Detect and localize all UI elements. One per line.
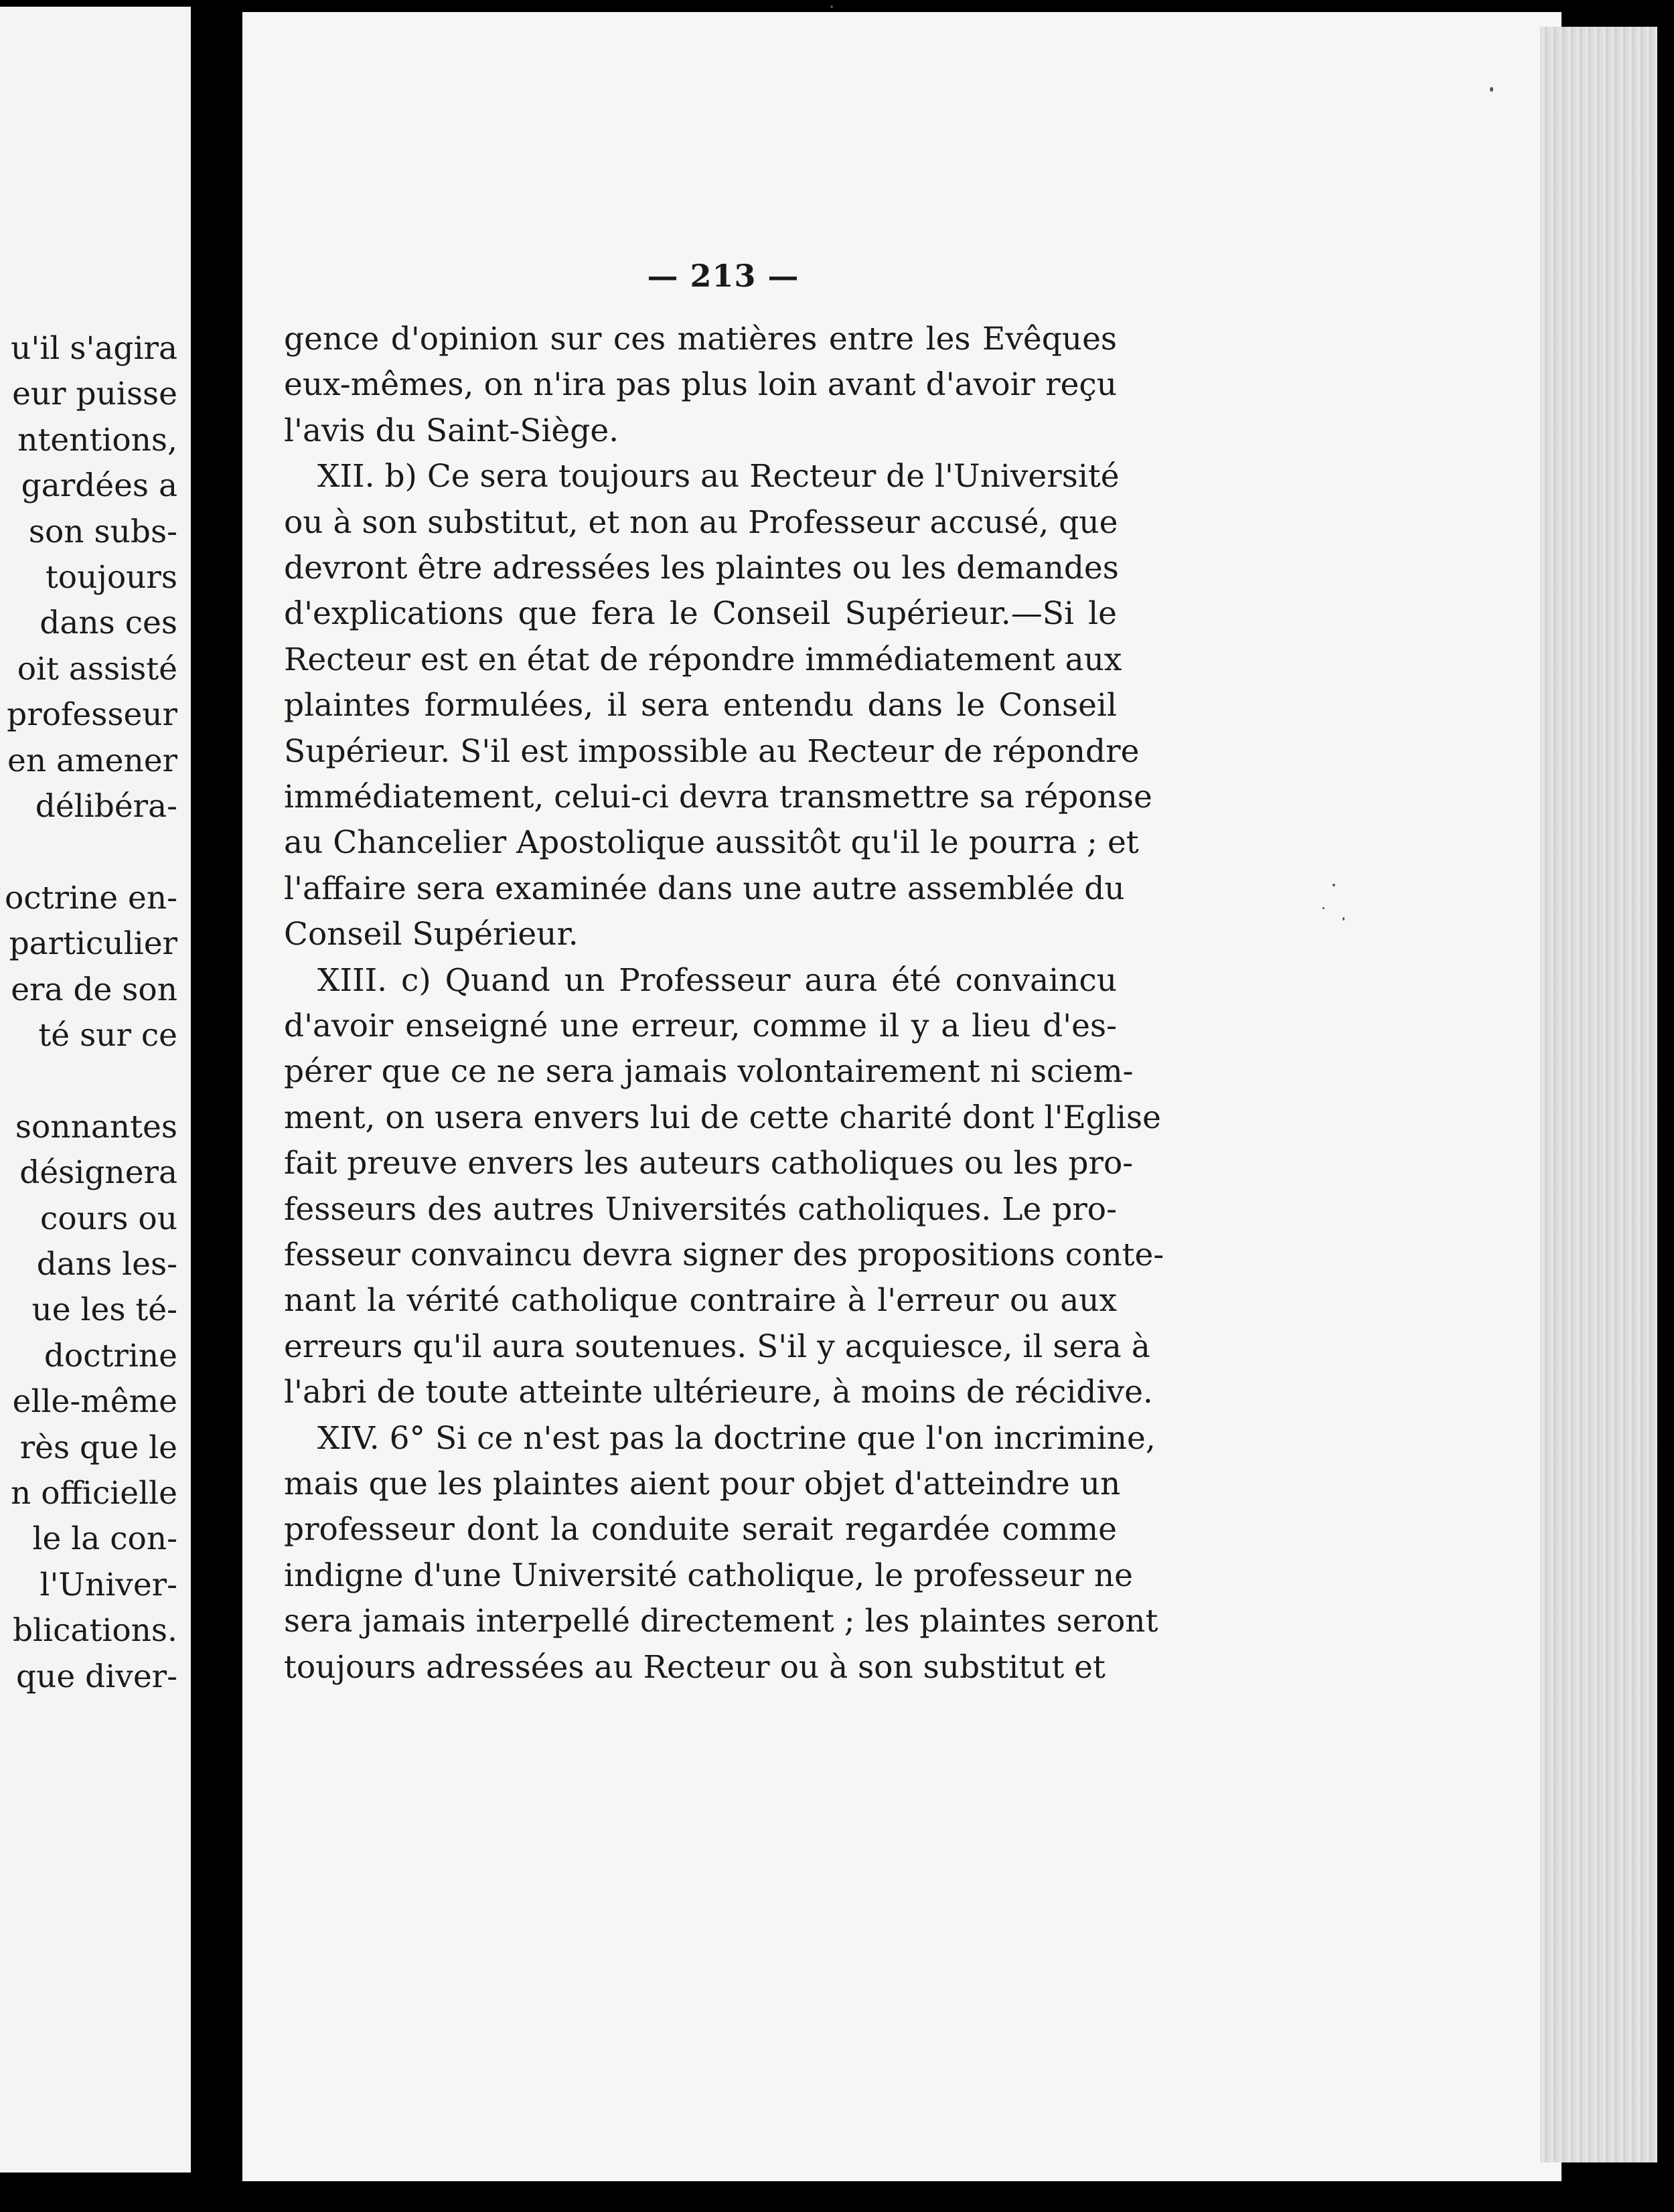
left-page-line: ntentions, bbox=[17, 422, 177, 459]
text-line: pérer que ce ne sera jamais volontairement ni sciem- bbox=[284, 1053, 1134, 1090]
left-page-line: doctrine bbox=[44, 1338, 177, 1374]
text-line: toujours adressées au Recteur ou à son substitut et bbox=[284, 1649, 1106, 1686]
page-number: — 213 — bbox=[647, 258, 800, 294]
left-page-line: eur puisse bbox=[12, 376, 177, 412]
text-line: ment, on usera envers lui de cette charité dont l'Eglise bbox=[284, 1099, 1161, 1136]
left-page-line: dans ces bbox=[40, 605, 177, 641]
left-page-line: elle-même bbox=[12, 1383, 177, 1420]
left-page-line: particulier bbox=[9, 925, 177, 962]
left-page-line: era de son bbox=[11, 971, 177, 1008]
left-page-line: rès que le bbox=[19, 1429, 177, 1466]
text-line: immédiatement, celui-ci devra transmettre sa réponse bbox=[284, 779, 1152, 815]
text-line: l'avis du Saint-Siège. bbox=[284, 412, 619, 449]
text-line: gence d'opinion sur ces matières entre les Evêques bbox=[284, 321, 1117, 358]
left-page-line: le la con- bbox=[32, 1520, 177, 1557]
text-line: XIV. 6° Si ce n'est pas la doctrine que l'on incrimine, bbox=[317, 1420, 1156, 1457]
dust-speck bbox=[1490, 87, 1493, 92]
left-page bbox=[0, 7, 191, 2172]
left-page-line: désignera bbox=[19, 1154, 177, 1191]
left-page-line: oit assisté bbox=[17, 651, 177, 688]
text-line: nant la vérité catholique contraire à l'erreur ou aux bbox=[284, 1282, 1117, 1319]
text-line: fait preuve envers les auteurs catholiques ou les pro- bbox=[284, 1145, 1134, 1182]
text-line: devront être adressées les plaintes ou les demandes bbox=[284, 550, 1119, 586]
text-line: l'abri de toute atteinte ultérieure, à moins de récidive. bbox=[284, 1374, 1153, 1411]
left-page-line: toujours bbox=[45, 559, 177, 596]
left-page-line: n officielle bbox=[11, 1475, 177, 1512]
left-page-line: cours ou bbox=[40, 1200, 177, 1237]
page-edges bbox=[1540, 27, 1657, 2162]
text-line: d'avoir enseigné une erreur, comme il y a lieu d'es- bbox=[284, 1008, 1117, 1044]
left-page-line: octrine en- bbox=[5, 880, 177, 917]
text-line: XII. b) Ce sera toujours au Recteur de l'Université bbox=[317, 458, 1120, 495]
left-page-line: ue les té- bbox=[31, 1291, 177, 1328]
left-page-line: délibéra- bbox=[35, 788, 177, 825]
text-line: au Chancelier Apostolique aussitôt qu'il le pourra ; et bbox=[284, 824, 1139, 861]
left-page-line: u'il s'agira bbox=[11, 330, 177, 367]
left-page-line: en amener bbox=[7, 742, 177, 779]
left-page-line: son subs- bbox=[28, 514, 177, 550]
text-line: erreurs qu'il aura soutenues. S'il y acquiesce, il sera à bbox=[284, 1328, 1150, 1365]
text-line: fesseur convaincu devra signer des propositions conte- bbox=[284, 1237, 1164, 1273]
left-page-line: l'Univer- bbox=[40, 1567, 177, 1603]
dust-speck bbox=[1322, 907, 1324, 909]
text-line: d'explications que fera le Conseil Supérieur.—Si le bbox=[284, 595, 1117, 632]
text-line: l'affaire sera examinée dans une autre assemblée du bbox=[284, 870, 1125, 907]
left-page-line: blications. bbox=[12, 1612, 177, 1649]
text-line: professeur dont la conduite serait regardée comme bbox=[284, 1511, 1117, 1548]
left-page-line: dans les- bbox=[36, 1246, 177, 1283]
text-line: indigne d'une Université catholique, le professeur ne bbox=[284, 1557, 1133, 1594]
text-line: Supérieur. S'il est impossible au Recteur de répondre bbox=[284, 733, 1140, 770]
text-line: ou à son substitut, et non au Professeur accusé, que bbox=[284, 504, 1118, 541]
left-page-line: té sur ce bbox=[38, 1017, 177, 1054]
text-line: XIII. c) Quand un Professeur aura été convaincu bbox=[317, 962, 1117, 999]
dust-speck bbox=[1343, 917, 1345, 921]
dust-speck bbox=[1333, 884, 1335, 886]
text-line: Conseil Supérieur. bbox=[284, 916, 579, 953]
text-line: mais que les plaintes aient pour objet d'atteindre un bbox=[284, 1466, 1121, 1502]
left-page-line: que diver- bbox=[16, 1658, 177, 1695]
left-page-line: sonnantes bbox=[15, 1109, 177, 1146]
text-line: fesseurs des autres Universités catholiques. Le pro- bbox=[284, 1191, 1117, 1228]
left-page-line: professeur bbox=[7, 696, 177, 733]
text-line: plaintes formulées, il sera entendu dans le Conseil bbox=[284, 687, 1117, 724]
dust-speck bbox=[830, 5, 833, 8]
text-line: Recteur est en état de répondre immédiatement aux bbox=[284, 641, 1122, 678]
page-gutter bbox=[191, 0, 244, 2212]
text-line: eux-mêmes, on n'ira pas plus loin avant d'avoir reçu bbox=[284, 366, 1117, 403]
text-line: sera jamais interpellé directement ; les plaintes seront bbox=[284, 1603, 1158, 1640]
left-page-line: gardées a bbox=[21, 467, 177, 504]
